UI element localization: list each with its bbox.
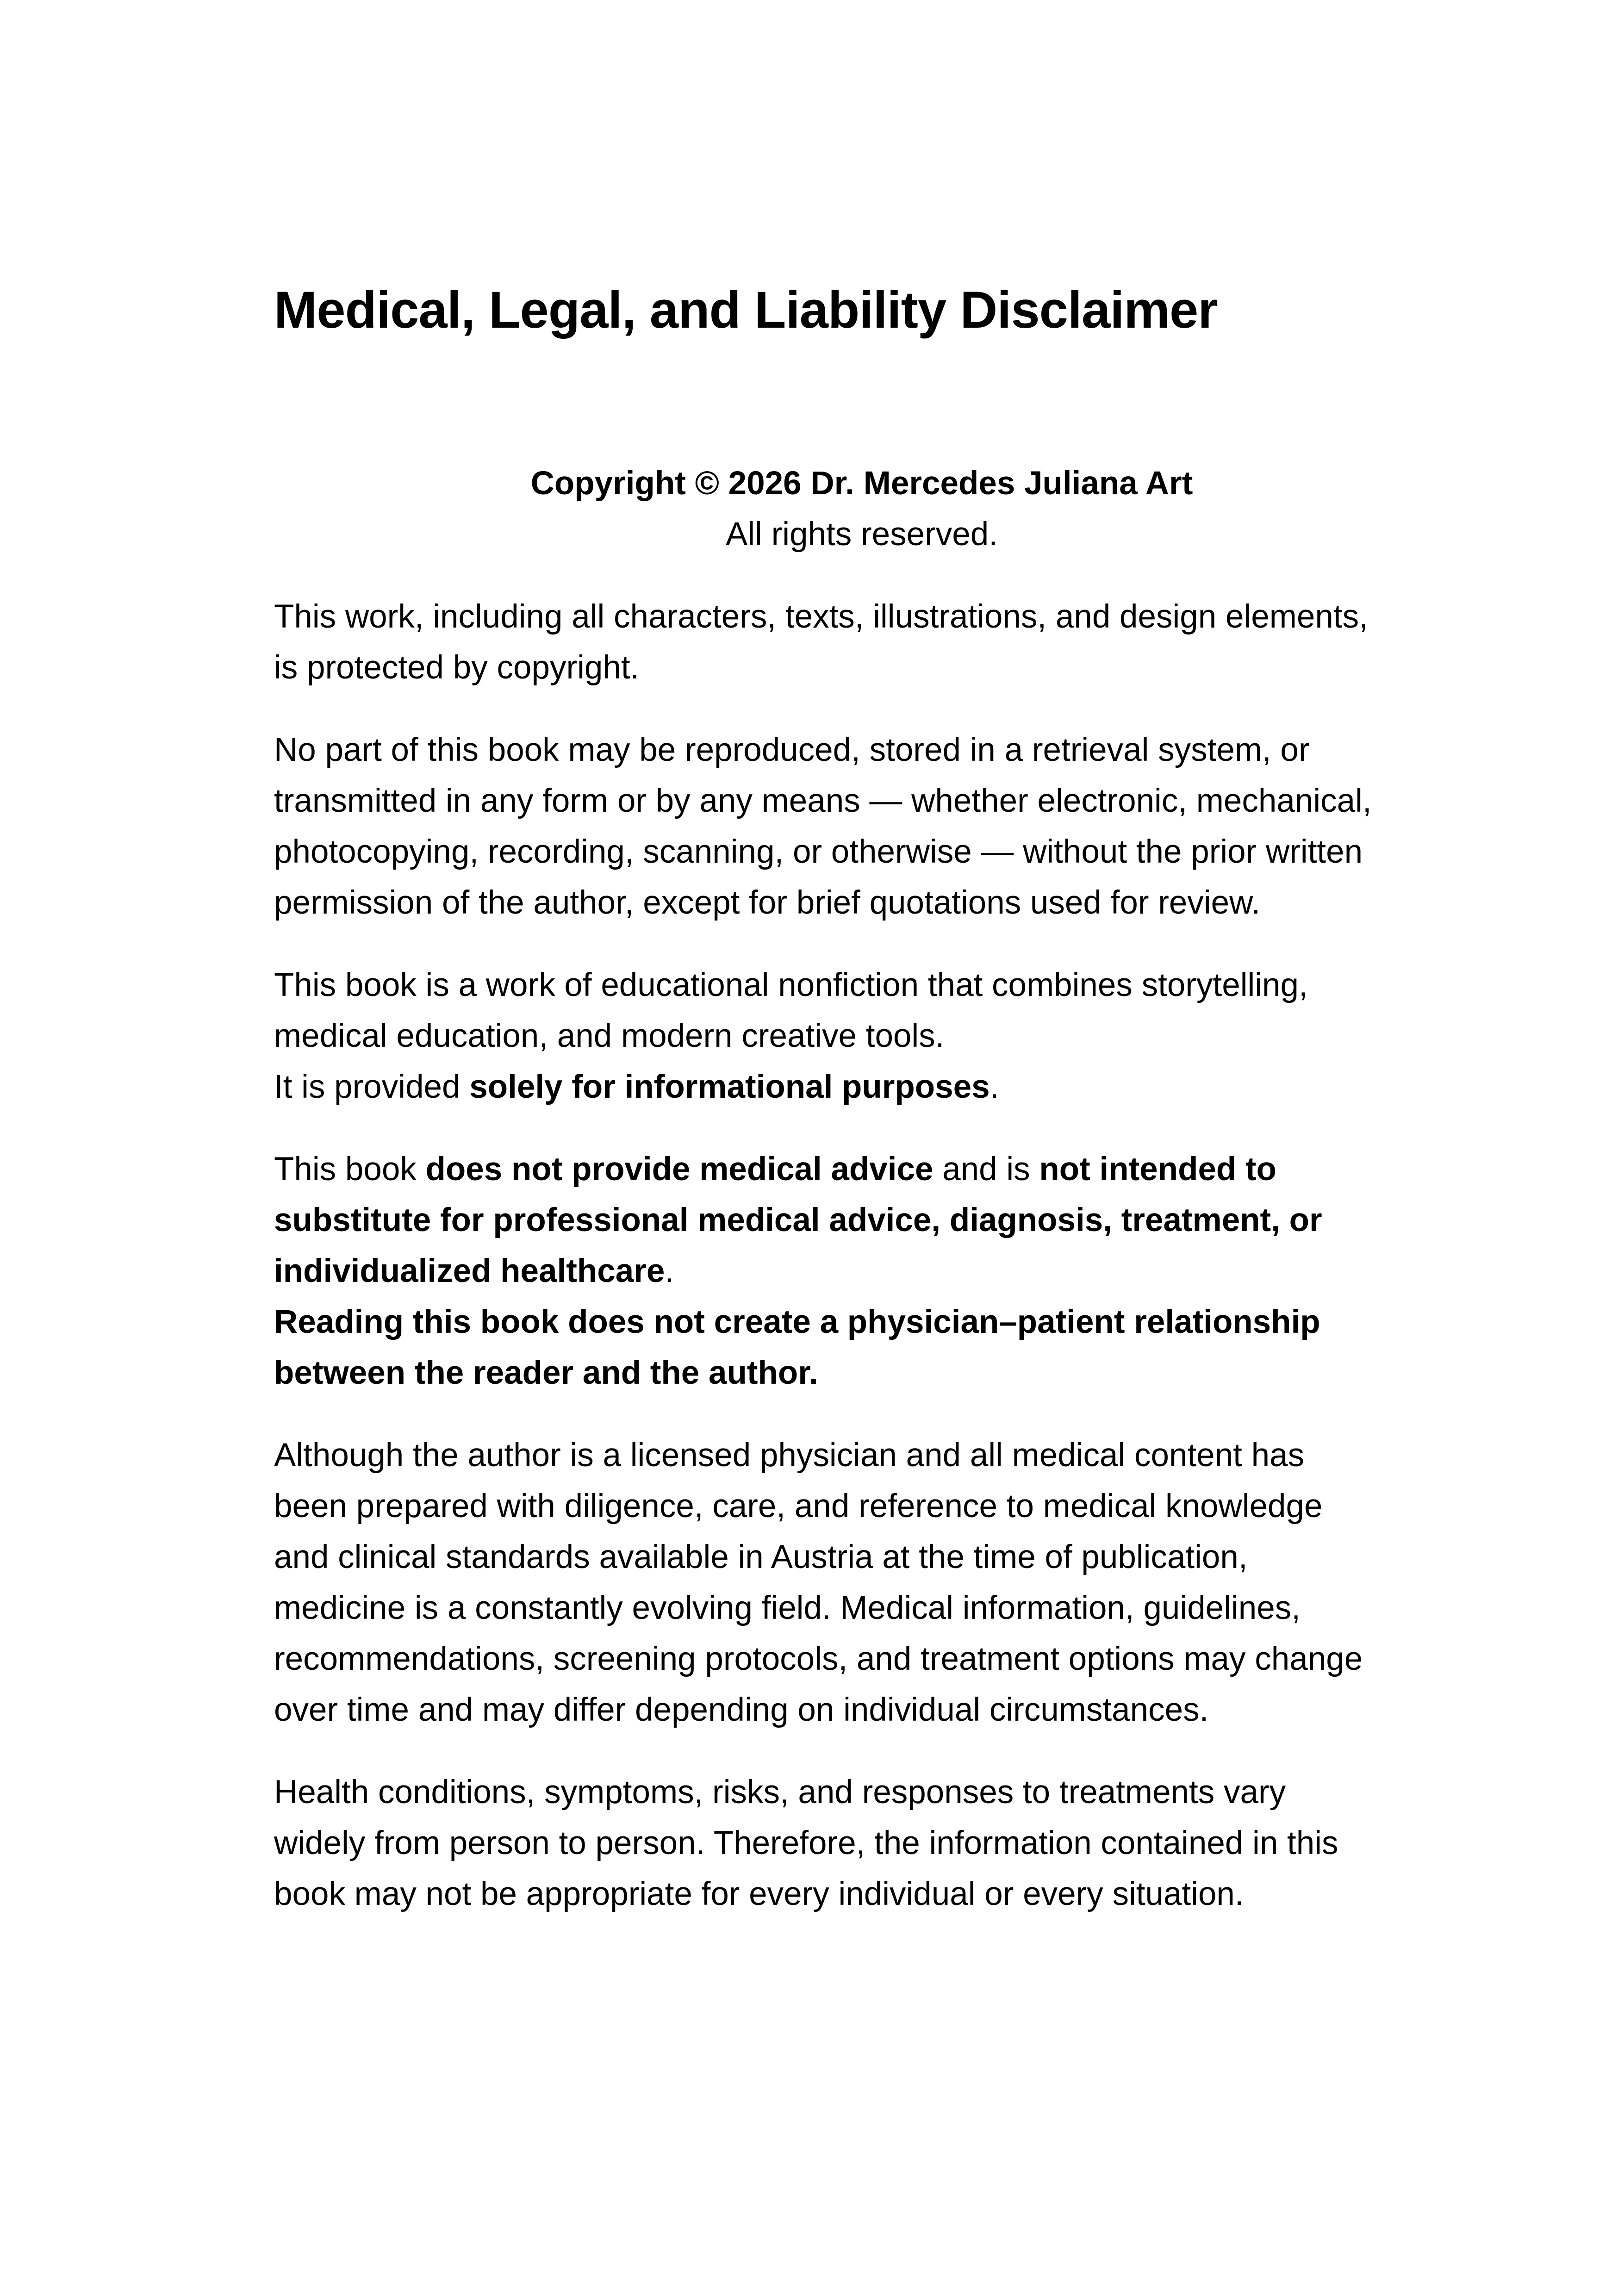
advice-mid: and is [933,1151,1039,1188]
nature-prefix: It is provided [274,1069,470,1105]
advice-sentence [274,1144,1375,1297]
copyright-notice: Copyright © 2026 Dr. Mercedes Juliana Art [530,465,1193,502]
document-page [274,278,1375,1920]
relationship-statement: Reading this book does not create a physician–patient relationship between the reader and the author. [274,1304,1320,1391]
nature-emphasis: solely for informational purposes [469,1069,990,1105]
page-title: Medical, Legal, and Liability Disclaimer [274,281,1218,339]
paragraph-evolving-medicine: Although the author is a licensed physician and all medical content has been prepared with diligence, care, and reference to medical knowledge and clinical standards available in Austria at the time of publication, medicine is a constantly evolving field. Medical information, guidelines, recommendations, screening protocols, and treatment options may change over time and may differ depending on individual circumstances. [274,1437,1363,1728]
paragraph-individual-variation: Health conditions, symptoms, risks, and responses to treatments vary widely from person to person. Therefore, the information contained in this book may not be appropriate for every individual or every situation. [274,1774,1338,1912]
nature-line-1: This book is a work of educational nonfiction that combines storytelling, medical education, and modern creative tools. [274,967,1308,1054]
nature-suffix: . [989,1069,999,1105]
paragraph-copyright-protection: This work, including all characters, texts, illustrations, and design elements, is protected by copyright. [274,598,1368,686]
paragraph-reproduction: No part of this book may be reproduced, stored in a retrieval system, or transmitted in any form or by any means — whether electronic, mechanical, photocopying, recording, scanning, or otherwise — without the prior written permission of the author, except for brief quotations used for review. [274,732,1372,921]
copyright-block [274,458,1375,560]
advice-emphasis-1: does not provide medical advice [425,1151,933,1188]
paragraph-nature-of-book [274,960,1375,1113]
advice-prefix: This book [274,1151,426,1188]
advice-emphasis-2: not intended to substitute for professional medical advice, diagnosis, treatment, or individualized healthcare [274,1151,1322,1289]
nature-line-2 [274,1062,1375,1113]
paragraph-no-medical-advice [274,1144,1375,1399]
rights-reserved: All rights reserved. [726,516,998,553]
advice-suffix: . [665,1253,674,1289]
